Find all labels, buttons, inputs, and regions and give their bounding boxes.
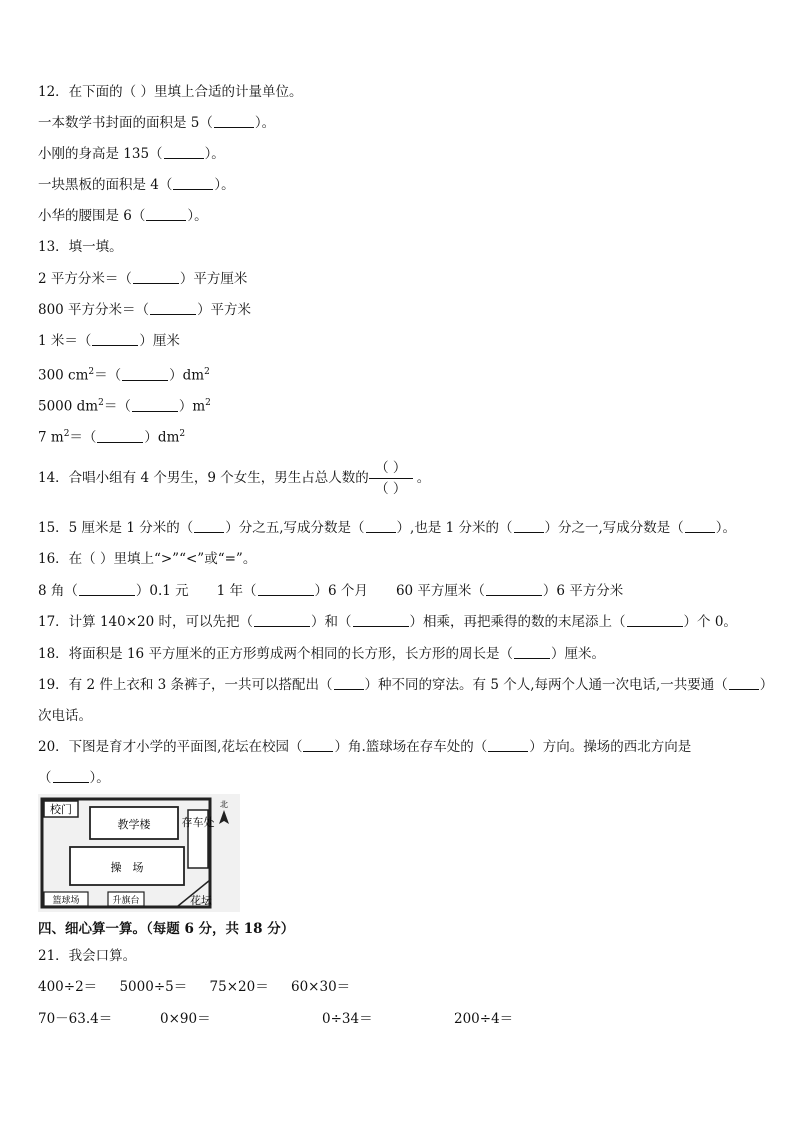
answer-blank[interactable]	[353, 614, 409, 627]
answer-blank[interactable]	[92, 333, 138, 346]
q12-line-1: 一本数学书封面的面积是 5（ ）。	[38, 115, 276, 131]
calc-item: 75×20＝	[209, 979, 269, 995]
q13-line-6: 7 $m^2=$（ ）$dm^2$	[38, 429, 186, 446]
q13-line-5: 5000 $dm^2=$（ ）$m^2$	[38, 398, 211, 415]
q13-line-4: 300 $cm^2=$（ ）$dm^2$	[38, 367, 210, 384]
answer-blank[interactable]	[53, 770, 89, 783]
calc-item: 0÷34＝	[322, 1011, 373, 1027]
answer-blank[interactable]	[514, 646, 550, 659]
q19-line-1: 19．有 2 件上衣和 3 条裤子，一共可以搭配出（ ）种不同的穿法。有 5 个人,每两个人通一次电话,一共要通（ ）	[38, 677, 774, 693]
q14-line: 14．合唱小组有 4 个男生，9 个女生，男生占总人数的$\frac{( )}{( )}$ 。	[38, 460, 431, 497]
answer-blank[interactable]	[729, 677, 759, 690]
answer-blank[interactable]	[79, 583, 135, 596]
q17-line: 17．计算 140×20 时，可以先把（ ）和（ ）相乘，再把乘得的数的末尾添上（ ）个 0。	[38, 614, 737, 630]
playground-label: 操 场	[110, 861, 144, 874]
calc-item: 5000÷5＝	[119, 979, 188, 995]
answer-blank[interactable]	[366, 520, 396, 533]
basketball-label: 篮球场	[52, 896, 80, 906]
calc-item: 60×30＝	[291, 979, 351, 995]
school-map	[38, 794, 240, 912]
answer-blank[interactable]	[258, 583, 314, 596]
q16-title: 16．在（ ）里填上“>”“<”或“=”。	[38, 551, 257, 567]
calc-item: 400÷2＝	[38, 979, 98, 995]
gate-label: 校门	[50, 803, 72, 816]
q12-line-2: 小刚的身高是 135（ ）。	[38, 146, 225, 162]
north-label: 北	[220, 800, 228, 809]
answer-blank[interactable]	[146, 208, 186, 221]
answer-blank[interactable]	[150, 302, 196, 315]
answer-blank[interactable]	[97, 430, 143, 443]
q13-line-1: 2 平方分米＝（ ）平方厘米	[38, 271, 248, 287]
calc-item: 200÷4＝	[454, 1011, 514, 1027]
q21-row-1	[38, 978, 350, 996]
answer-blank[interactable]	[132, 399, 178, 412]
parking-label: 存车处	[181, 816, 215, 829]
answer-blank[interactable]	[122, 368, 168, 381]
answer-blank[interactable]	[173, 177, 213, 190]
flag-label: 升旗台	[112, 896, 140, 906]
q20-line-2: （ ）。	[38, 770, 110, 786]
q15-line: 15．5 厘米是 1 分米的（ ）分之五,写成分数是（ ）,也是 1 分米的（ ）分之一,写成分数是（ ）。	[38, 520, 737, 536]
calc-item: 0×90＝	[160, 1011, 211, 1027]
garden-label: 花坛	[190, 894, 212, 907]
answer-blank[interactable]	[514, 520, 544, 533]
section-4-title: 四、细心算一算。（每题 6 分，共 18 分）	[38, 921, 295, 937]
q19-line-2: 次电话。	[38, 708, 92, 724]
answer-blank[interactable]	[194, 520, 224, 533]
teaching-building-label: 教学楼	[117, 818, 151, 831]
q21-title: 21．我会口算。	[38, 948, 137, 964]
answer-blank[interactable]	[627, 614, 683, 627]
q12-title: 12．在下面的（ ）里填上合适的计量单位。	[38, 84, 303, 100]
q12-line-4: 小华的腰围是 6（ ）。	[38, 208, 208, 224]
fraction-blank[interactable]: $\frac{( )}{( )}$	[369, 460, 413, 497]
answer-blank[interactable]	[488, 739, 528, 752]
answer-blank[interactable]	[164, 146, 204, 159]
q13-line-3: 1 米＝（ ）厘米	[38, 333, 180, 349]
calc-item: 70－63.4＝	[38, 1011, 113, 1027]
answer-blank[interactable]	[133, 271, 179, 284]
q12-line-3: 一块黑板的面积是 4（ ）。	[38, 177, 235, 193]
answer-blank[interactable]	[334, 677, 364, 690]
answer-blank[interactable]	[486, 583, 542, 596]
q13-line-2: 800 平方分米＝（ ）平方米	[38, 302, 252, 318]
answer-blank[interactable]	[214, 115, 254, 128]
answer-blank[interactable]	[254, 614, 310, 627]
q13-title: 13．填一填。	[38, 239, 123, 255]
answer-blank[interactable]	[685, 520, 715, 533]
q16-items: 8 角（ ）0.1 元 1 年（ ）6 个月 60 平方厘米（ ）6 平方分米	[38, 583, 624, 599]
q18-line: 18．将面积是 16 平方厘米的正方形剪成两个相同的长方形，长方形的周长是（ ）厘米。	[38, 646, 605, 662]
q20-line-1: 20．下图是育才小学的平面图,花坛在校园（ ）角.篮球场在存车处的（ ）方向。操场的西北方向是	[38, 739, 692, 755]
answer-blank[interactable]	[303, 739, 333, 752]
